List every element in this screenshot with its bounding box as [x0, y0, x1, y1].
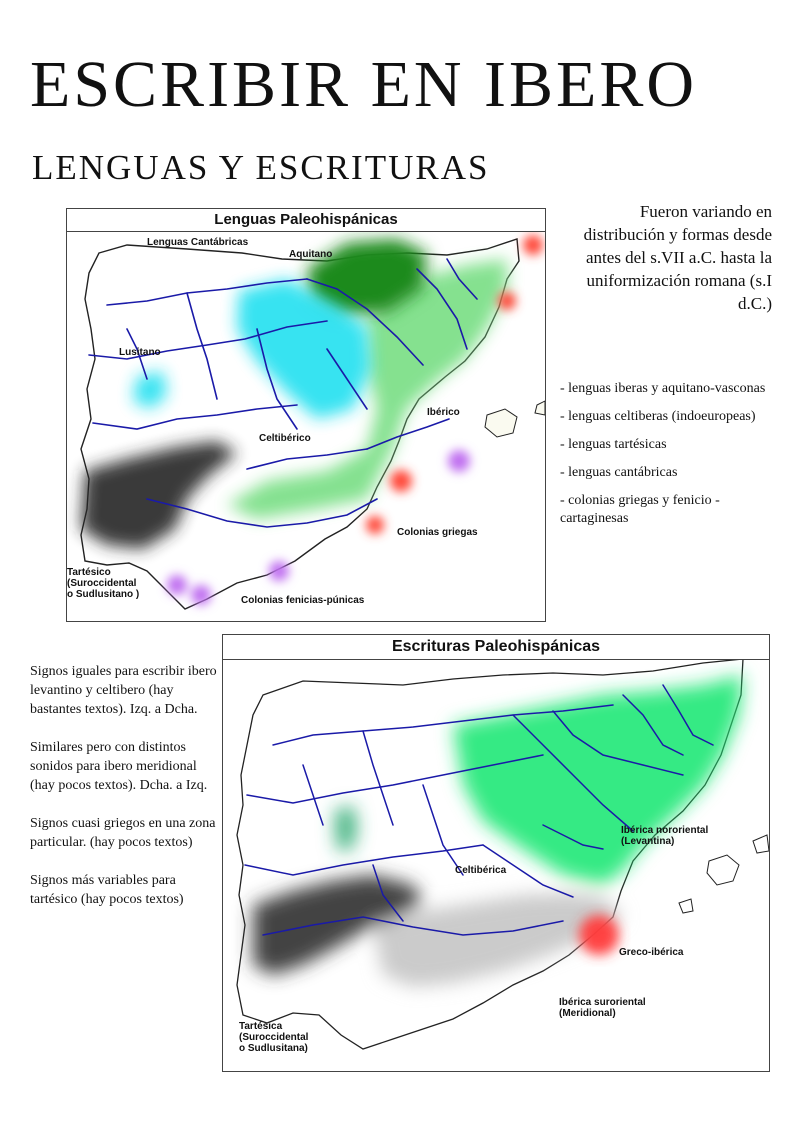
region-lusitano-shape — [133, 371, 167, 409]
scripts-map-title: Escrituras Paleohispánicas — [223, 635, 769, 660]
note-item: Signos cuasi griegos en una zona particular. (hay pocos textos) — [30, 816, 216, 850]
note-item: Signos más variables para tartésico (hay pocos textos) — [30, 873, 184, 907]
legend-item: - colonias griegas y fenicio - cartaginesas — [560, 493, 720, 526]
legend-item: - lenguas cantábricas — [560, 465, 678, 480]
label-celtiberico: Celtibérico — [259, 433, 311, 444]
languages-map-graphic — [67, 209, 545, 621]
balearic-islands — [485, 401, 545, 437]
region-celtiberica-west-shape — [335, 805, 357, 851]
punic-colony-2 — [167, 575, 187, 595]
greek-colony-4 — [366, 516, 384, 534]
region-tartesico — [81, 441, 237, 549]
greek-colony-1 — [523, 235, 543, 255]
note-item: Similares pero con distintos sonidos para ibero meridional (hay pocos textos). Dcha. a Izq. — [30, 740, 208, 793]
label-iberico: Ibérico — [427, 407, 460, 418]
label-lusitano: Lusitano — [119, 347, 161, 358]
scripts-map-graphic — [223, 635, 769, 1071]
label-lenguas-cantabricas: Lenguas Cantábricas — [147, 237, 249, 248]
languages-map — [66, 208, 546, 622]
punic-colony-4 — [269, 561, 289, 581]
intro-text: Fueron variando en distribución y formas desde antes del s.VII a.C. hasta la uniformización romana (s.I d.C.) — [583, 202, 772, 313]
region-greco-iberica — [579, 915, 619, 955]
page-subtitle: LENGUAS Y ESCRITURAS — [32, 148, 490, 187]
scripts-map — [222, 634, 770, 1072]
label-aquitano: Aquitano — [289, 249, 333, 260]
legend-item: - lenguas iberas y aquitano-vasconas — [560, 381, 766, 396]
punic-colony-3 — [191, 585, 211, 605]
punic-colony-1 — [448, 450, 470, 472]
label-colonias-fenicias: Colonias fenicias-púnicas — [241, 595, 365, 606]
note-item: Signos iguales para escribir ibero levantino y celtibero (hay bastantes textos). Izq. a Dcha. — [30, 664, 217, 717]
label-iberica-nororiental: Ibérica nororiental (Levantina) — [621, 825, 709, 847]
label-tartesica: Tartésica (Suroccidental o Sudlusitana) — [239, 1021, 309, 1054]
greek-colony-3 — [390, 470, 412, 492]
languages-map-title: Lenguas Paleohispánicas — [67, 209, 545, 232]
label-celtiberica: Celtibérica — [455, 865, 507, 876]
label-colonias-griegas: Colonias griegas — [397, 527, 478, 538]
label-iberica-suroriental: Ibérica suroriental (Meridional) — [559, 997, 646, 1019]
page-title: ESCRIBIR EN IBERO — [30, 48, 698, 121]
scripts-notes — [30, 662, 220, 928]
greek-colony-2 — [498, 292, 516, 310]
region-tartesico-shape — [81, 441, 237, 549]
label-greco-iberica: Greco-ibérica — [619, 947, 684, 958]
legend-item: - lenguas tartésicas — [560, 437, 667, 452]
languages-legend — [560, 380, 780, 538]
legend-item: - lenguas celtiberas (indoeuropeas) — [560, 409, 756, 424]
label-tartesico: Tartésico (Suroccidental o Sudlusitano ) — [67, 567, 140, 600]
